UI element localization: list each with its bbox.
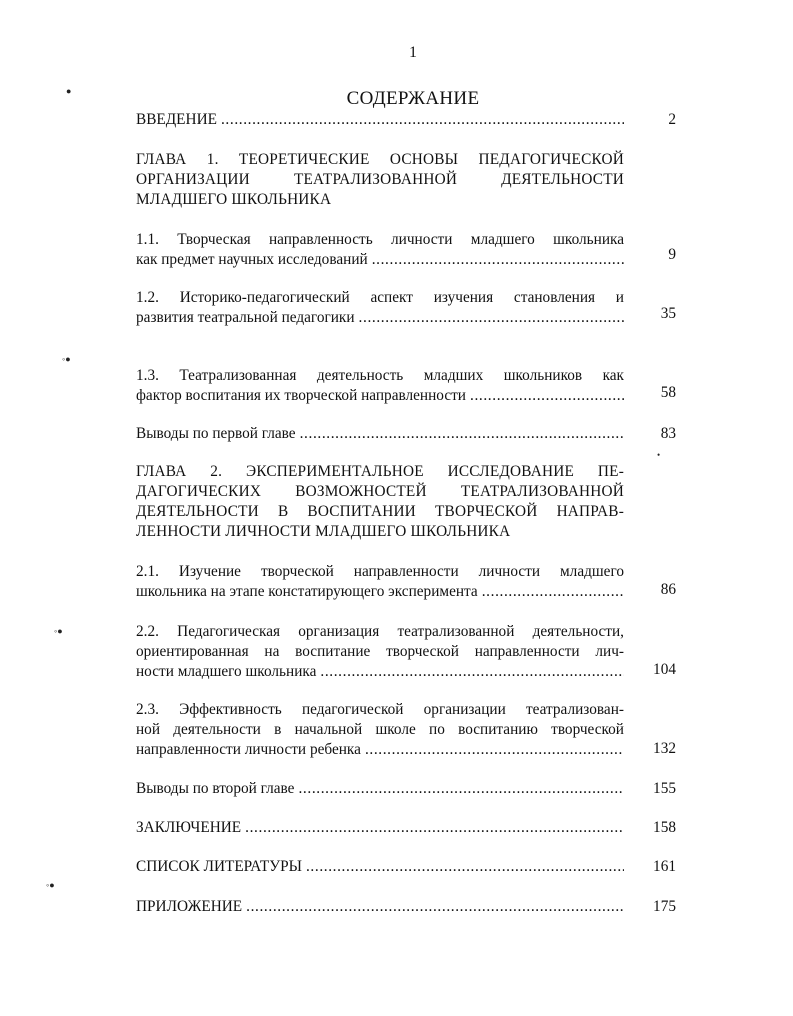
toc-page-2-3: 132 xyxy=(653,740,676,757)
toc-entry-conclusions-2: Выводы по второй главе . . . xyxy=(136,779,624,799)
scan-speck: ● xyxy=(66,86,72,96)
toc-page-1-3: 58 xyxy=(660,384,676,401)
toc-entry-2-3: 2.3. Эффективность педагогической организации театрализован- ной деятельности в начальной школе по воспитанию творческой направленности личности ребенка . . . xyxy=(136,700,624,760)
toc-page-introduction: 2 xyxy=(668,111,676,128)
toc-page-2-2: 104 xyxy=(653,661,676,678)
toc-entry-conclusion: ЗАКЛЮЧЕНИЕ . . . xyxy=(136,818,624,838)
scan-speck: ◦● xyxy=(54,626,63,636)
toc-page-2-1: 86 xyxy=(660,581,676,598)
toc-page-appendix: 175 xyxy=(653,898,676,915)
toc-entry-2-1: 2.1. Изучение творческой направленности личности младшего школьника на этапе констатирующего эксперимента . . . xyxy=(136,562,624,602)
toc-page-conclusions-2: 155 xyxy=(653,780,676,797)
toc-entry-bibliography: СПИСОК ЛИТЕРАТУРЫ . . . xyxy=(136,857,624,877)
toc-entry-2-2: 2.2. Педагогическая организация театрализованной деятельности, ориентированная на воспитание творческой направленности лич- ности младшего школьника . . . xyxy=(136,622,624,682)
toc-page-conclusion: 158 xyxy=(653,819,676,836)
toc-entry-appendix: ПРИЛОЖЕНИЕ . . . xyxy=(136,897,624,917)
scan-speck: ◦● xyxy=(46,880,55,890)
toc-chapter-2: ГЛАВА 2. ЭКСПЕРИМЕНТАЛЬНОЕ ИССЛЕДОВАНИЕ ПЕ- ДАГОГИЧЕСКИХ ВОЗМОЖНОСТЕЙ ТЕАТРАЛИЗОВАННОЙ ДЕЯТЕЛЬНОСТИ В ВОСПИТАНИИ ТВОРЧЕСКОЙ НАПРАВ- ЛЕННОСТИ ЛИЧНОСТИ МЛАДШЕГО ШКОЛЬНИКА xyxy=(136,463,624,540)
toc-page-1-1: 9 xyxy=(668,246,676,263)
toc-page-1-2: 35 xyxy=(660,305,676,322)
page-title: СОДЕРЖАНИЕ xyxy=(346,88,480,109)
page-number: 1 xyxy=(409,44,417,61)
toc-entry-conclusions-1: Выводы по первой главе . . . xyxy=(136,424,624,444)
toc-page-bibliography: 161 xyxy=(653,858,676,875)
toc-chapter-1: ГЛАВА 1. ТЕОРЕТИЧЕСКИЕ ОСНОВЫ ПЕДАГОГИЧЕСКОЙ ОРГАНИЗАЦИИ ТЕАТРАЛИЗОВАННОЙ ДЕЯТЕЛЬНОСТИ МЛАДШЕГО ШКОЛЬНИКА xyxy=(136,151,624,208)
toc-entry-1-1: 1.1. Творческая направленность личности младшего школьника как предмет научных исследований . . . xyxy=(136,230,624,270)
toc-page-conclusions-1: 83 xyxy=(660,425,676,442)
toc-entry-1-2: 1.2. Историко-педагогический аспект изучения становления и развития театральной педагогики . . . xyxy=(136,288,624,328)
toc-entry-1-3: 1.3. Театрализованная деятельность младших школьников как фактор воспитания их творческой направленности . . . xyxy=(136,366,624,406)
toc-entry-introduction: ВВЕДЕНИЕ . . . xyxy=(136,110,624,130)
scan-speck: ◦● xyxy=(62,354,71,364)
scan-speck: • xyxy=(657,450,661,460)
